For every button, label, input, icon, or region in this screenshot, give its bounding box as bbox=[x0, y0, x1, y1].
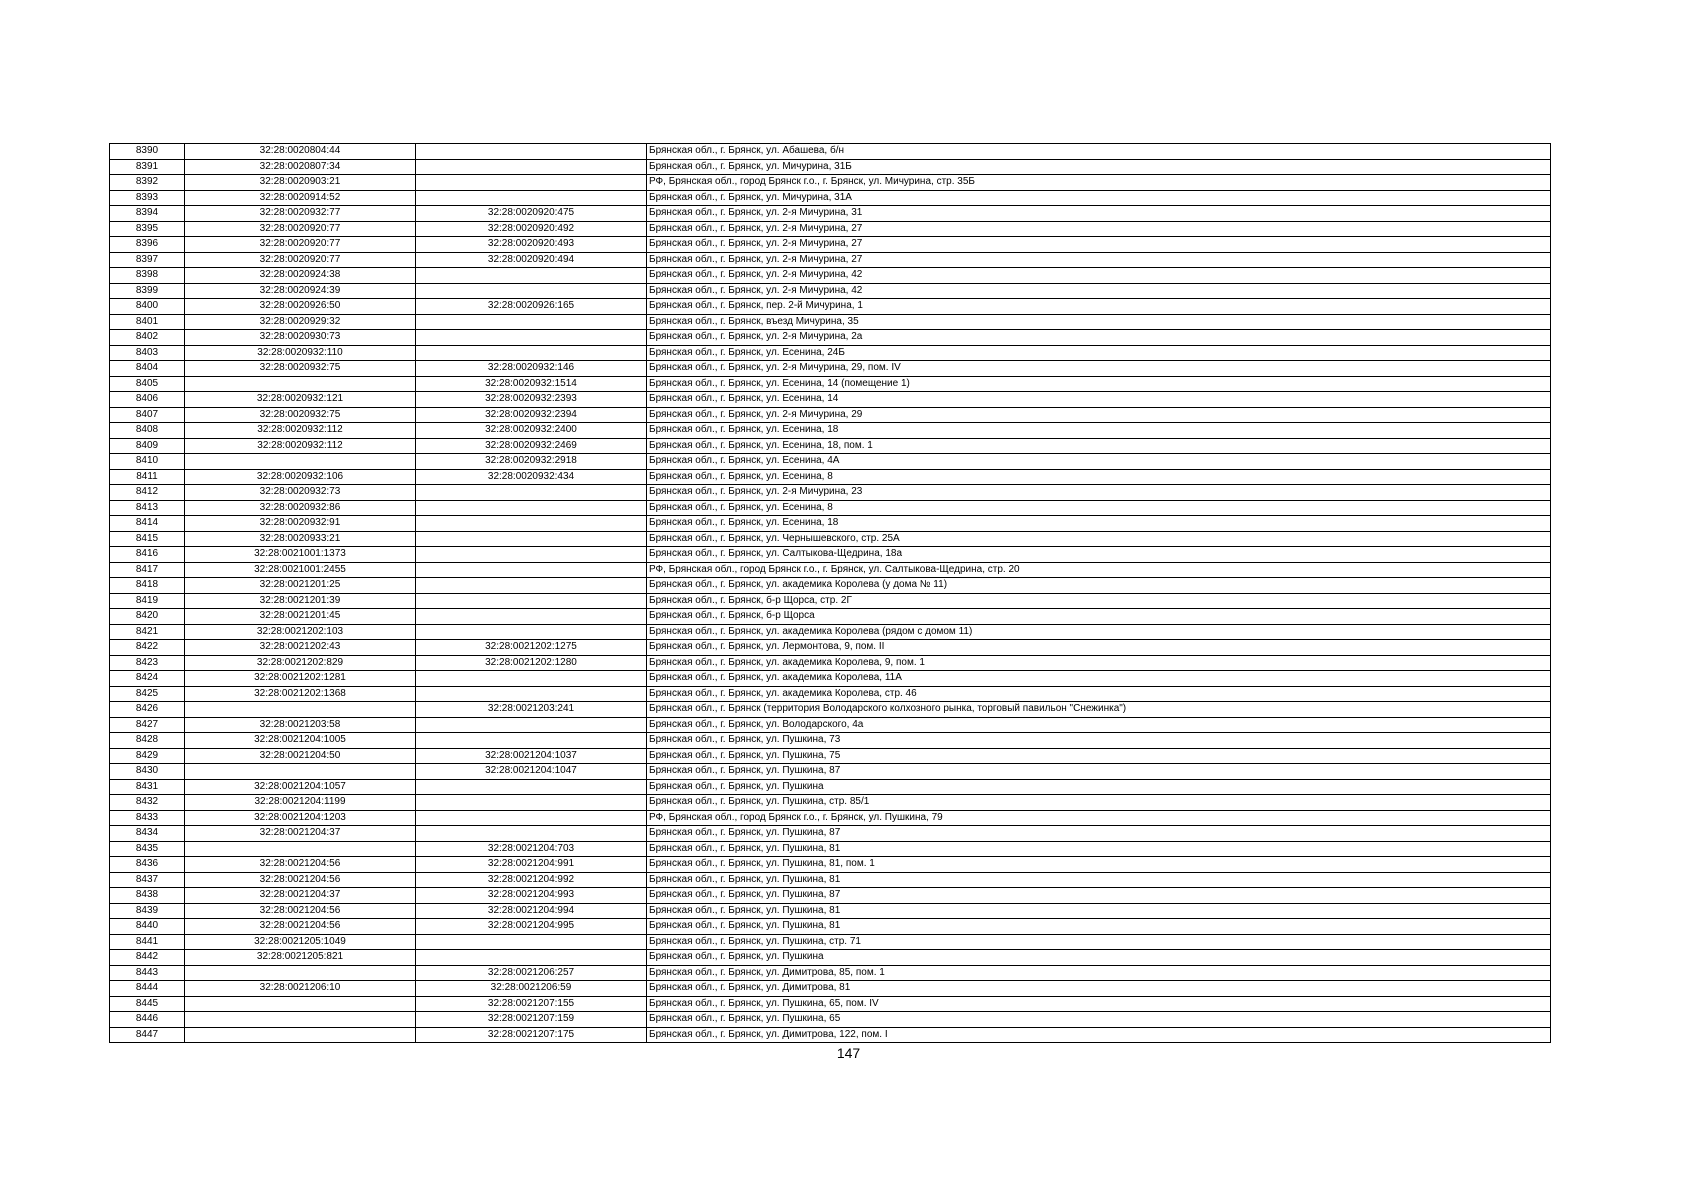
object-cadastral-cell: 32:28:0021207:159 bbox=[416, 1012, 647, 1028]
parcel-cadastral-cell bbox=[185, 1027, 416, 1043]
table-row bbox=[110, 516, 1551, 532]
object-cadastral-cell bbox=[416, 159, 647, 175]
row-number-cell: 8397 bbox=[110, 252, 185, 268]
row-number-cell: 8391 bbox=[110, 159, 185, 175]
address-cell: Брянская обл., г. Брянск, ул. Володарского, 4а bbox=[647, 717, 1551, 733]
parcel-cadastral-cell: 32:28:0020924:39 bbox=[185, 283, 416, 299]
address-cell: Брянская обл., г. Брянск, ул. Пушкина bbox=[647, 950, 1551, 966]
parcel-cadastral-cell bbox=[185, 454, 416, 470]
row-number-cell: 8406 bbox=[110, 392, 185, 408]
address-cell: Брянская обл., г. Брянск, ул. Пушкина, стр. 85/1 bbox=[647, 795, 1551, 811]
table-row bbox=[110, 376, 1551, 392]
table-row bbox=[110, 717, 1551, 733]
object-cadastral-cell bbox=[416, 733, 647, 749]
row-number-cell: 8416 bbox=[110, 547, 185, 563]
row-number-cell: 8446 bbox=[110, 1012, 185, 1028]
registry-body bbox=[110, 144, 1551, 1043]
table-row bbox=[110, 547, 1551, 563]
parcel-cadastral-cell: 32:28:0021204:37 bbox=[185, 826, 416, 842]
object-cadastral-cell: 32:28:0020932:2400 bbox=[416, 423, 647, 439]
object-cadastral-cell bbox=[416, 686, 647, 702]
parcel-cadastral-cell: 32:28:0020932:86 bbox=[185, 500, 416, 516]
row-number-cell: 8420 bbox=[110, 609, 185, 625]
address-cell: Брянская обл., г. Брянск, ул. 2-я Мичурина, 42 bbox=[647, 283, 1551, 299]
table-row bbox=[110, 779, 1551, 795]
parcel-cadastral-cell bbox=[185, 965, 416, 981]
object-cadastral-cell: 32:28:0021204:1037 bbox=[416, 748, 647, 764]
address-cell: РФ, Брянская обл., город Брянск г.о., г. Брянск, ул. Мичурина, стр. 35Б bbox=[647, 175, 1551, 191]
table-row bbox=[110, 562, 1551, 578]
object-cadastral-cell: 32:28:0020932:146 bbox=[416, 361, 647, 377]
object-cadastral-cell bbox=[416, 578, 647, 594]
row-number-cell: 8441 bbox=[110, 934, 185, 950]
table-row bbox=[110, 841, 1551, 857]
row-number-cell: 8404 bbox=[110, 361, 185, 377]
parcel-cadastral-cell: 32:28:0021204:50 bbox=[185, 748, 416, 764]
address-cell: РФ, Брянская обл., город Брянск г.о., г. Брянск, ул. Салтыкова-Щедрина, стр. 20 bbox=[647, 562, 1551, 578]
address-cell: Брянская обл., г. Брянск, ул. Салтыкова-Щедрина, 18а bbox=[647, 547, 1551, 563]
table-row bbox=[110, 702, 1551, 718]
address-cell: Брянская обл., г. Брянск, ул. Есенина, 18 bbox=[647, 423, 1551, 439]
row-number-cell: 8432 bbox=[110, 795, 185, 811]
object-cadastral-cell: 32:28:0020932:2393 bbox=[416, 392, 647, 408]
table-row bbox=[110, 485, 1551, 501]
row-number-cell: 8412 bbox=[110, 485, 185, 501]
row-number-cell: 8395 bbox=[110, 221, 185, 237]
table-row bbox=[110, 981, 1551, 997]
parcel-cadastral-cell: 32:28:0020920:77 bbox=[185, 252, 416, 268]
address-cell: Брянская обл., г. Брянск, ул. 2-я Мичурина, 2а bbox=[647, 330, 1551, 346]
parcel-cadastral-cell: 32:28:0020926:50 bbox=[185, 299, 416, 315]
table-row bbox=[110, 1012, 1551, 1028]
object-cadastral-cell bbox=[416, 314, 647, 330]
object-cadastral-cell: 32:28:0021202:1275 bbox=[416, 640, 647, 656]
row-number-cell: 8405 bbox=[110, 376, 185, 392]
row-number-cell: 8390 bbox=[110, 144, 185, 160]
address-cell: Брянская обл., г. Брянск, ул. академика Королева, стр. 46 bbox=[647, 686, 1551, 702]
row-number-cell: 8430 bbox=[110, 764, 185, 780]
address-cell: Брянская обл., г. Брянск, ул. Димитрова, 122, пом. I bbox=[647, 1027, 1551, 1043]
address-cell: Брянская обл., г. Брянск, б-р Щорса bbox=[647, 609, 1551, 625]
table-row bbox=[110, 795, 1551, 811]
object-cadastral-cell bbox=[416, 516, 647, 532]
table-row bbox=[110, 640, 1551, 656]
row-number-cell: 8433 bbox=[110, 810, 185, 826]
address-cell: Брянская обл., г. Брянск, ул. Есенина, 14 (помещение 1) bbox=[647, 376, 1551, 392]
table-row bbox=[110, 283, 1551, 299]
row-number-cell: 8444 bbox=[110, 981, 185, 997]
row-number-cell: 8413 bbox=[110, 500, 185, 516]
row-number-cell: 8394 bbox=[110, 206, 185, 222]
table-row bbox=[110, 252, 1551, 268]
address-cell: Брянская обл., г. Брянск, ул. Пушкина, 87 bbox=[647, 888, 1551, 904]
object-cadastral-cell bbox=[416, 671, 647, 687]
table-row bbox=[110, 686, 1551, 702]
address-cell: Брянская обл., г. Брянск, ул. Есенина, 24Б bbox=[647, 345, 1551, 361]
table-row bbox=[110, 810, 1551, 826]
row-number-cell: 8428 bbox=[110, 733, 185, 749]
row-number-cell: 8438 bbox=[110, 888, 185, 904]
row-number-cell: 8421 bbox=[110, 624, 185, 640]
parcel-cadastral-cell bbox=[185, 376, 416, 392]
table-row bbox=[110, 531, 1551, 547]
address-cell: Брянская обл., г. Брянск, ул. Чернышевского, стр. 25А bbox=[647, 531, 1551, 547]
address-cell: Брянская обл., г. Брянск, ул. 2-я Мичурина, 27 bbox=[647, 221, 1551, 237]
object-cadastral-cell: 32:28:0020920:493 bbox=[416, 237, 647, 253]
table-row bbox=[110, 903, 1551, 919]
address-cell: Брянская обл., г. Брянск, ул. 2-я Мичурина, 23 bbox=[647, 485, 1551, 501]
address-cell: Брянская обл., г. Брянск, ул. Пушкина, 81, пом. 1 bbox=[647, 857, 1551, 873]
object-cadastral-cell bbox=[416, 345, 647, 361]
address-cell: Брянская обл., г. Брянск, ул. Есенина, 14 bbox=[647, 392, 1551, 408]
object-cadastral-cell: 32:28:0021204:994 bbox=[416, 903, 647, 919]
parcel-cadastral-cell: 32:28:0020930:73 bbox=[185, 330, 416, 346]
object-cadastral-cell bbox=[416, 283, 647, 299]
parcel-cadastral-cell: 32:28:0021202:1368 bbox=[185, 686, 416, 702]
table-row bbox=[110, 1027, 1551, 1043]
address-cell: Брянская обл., г. Брянск, ул. академика Королева (рядом с домом 11) bbox=[647, 624, 1551, 640]
parcel-cadastral-cell: 32:28:0021204:1057 bbox=[185, 779, 416, 795]
parcel-cadastral-cell: 32:28:0020903:21 bbox=[185, 175, 416, 191]
object-cadastral-cell: 32:28:0020932:434 bbox=[416, 469, 647, 485]
parcel-cadastral-cell: 32:28:0021204:1199 bbox=[185, 795, 416, 811]
object-cadastral-cell bbox=[416, 779, 647, 795]
address-cell: Брянская обл., г. Брянск, ул. академика Королева, 9, пом. 1 bbox=[647, 655, 1551, 671]
table-row bbox=[110, 578, 1551, 594]
address-cell: Брянская обл., г. Брянск, пер. 2-й Мичурина, 1 bbox=[647, 299, 1551, 315]
table-row bbox=[110, 671, 1551, 687]
parcel-cadastral-cell: 32:28:0020929:32 bbox=[185, 314, 416, 330]
parcel-cadastral-cell: 32:28:0021202:43 bbox=[185, 640, 416, 656]
address-cell: Брянская обл., г. Брянск, ул. 2-я Мичурина, 29, пом. IV bbox=[647, 361, 1551, 377]
address-cell: Брянская обл., г. Брянск, ул. Есенина, 8 bbox=[647, 469, 1551, 485]
object-cadastral-cell bbox=[416, 562, 647, 578]
row-number-cell: 8402 bbox=[110, 330, 185, 346]
parcel-cadastral-cell: 32:28:0021201:39 bbox=[185, 593, 416, 609]
object-cadastral-cell: 32:28:0020920:494 bbox=[416, 252, 647, 268]
row-number-cell: 8442 bbox=[110, 950, 185, 966]
parcel-cadastral-cell bbox=[185, 841, 416, 857]
table-row bbox=[110, 237, 1551, 253]
table-row bbox=[110, 950, 1551, 966]
address-cell: Брянская обл., г. Брянск, ул. Пушкина, 81 bbox=[647, 919, 1551, 935]
object-cadastral-cell: 32:28:0021203:241 bbox=[416, 702, 647, 718]
table-row bbox=[110, 299, 1551, 315]
table-row bbox=[110, 655, 1551, 671]
row-number-cell: 8418 bbox=[110, 578, 185, 594]
object-cadastral-cell: 32:28:0020932:2394 bbox=[416, 407, 647, 423]
address-cell: Брянская обл., г. Брянск, ул. Мичурина, 31А bbox=[647, 190, 1551, 206]
table-row bbox=[110, 872, 1551, 888]
row-number-cell: 8443 bbox=[110, 965, 185, 981]
parcel-cadastral-cell: 32:28:0021205:821 bbox=[185, 950, 416, 966]
table-row bbox=[110, 593, 1551, 609]
row-number-cell: 8437 bbox=[110, 872, 185, 888]
row-number-cell: 8399 bbox=[110, 283, 185, 299]
object-cadastral-cell: 32:28:0021202:1280 bbox=[416, 655, 647, 671]
parcel-cadastral-cell: 32:28:0021204:56 bbox=[185, 919, 416, 935]
address-cell: Брянская обл., г. Брянск, ул. 2-я Мичурина, 42 bbox=[647, 268, 1551, 284]
object-cadastral-cell bbox=[416, 609, 647, 625]
object-cadastral-cell bbox=[416, 190, 647, 206]
row-number-cell: 8414 bbox=[110, 516, 185, 532]
table-row bbox=[110, 500, 1551, 516]
object-cadastral-cell bbox=[416, 624, 647, 640]
address-cell: Брянская обл., г. Брянск, ул. академика Королева (у дома № 11) bbox=[647, 578, 1551, 594]
object-cadastral-cell bbox=[416, 268, 647, 284]
table-row bbox=[110, 888, 1551, 904]
table-row bbox=[110, 175, 1551, 191]
table-row bbox=[110, 826, 1551, 842]
object-cadastral-cell: 32:28:0020920:492 bbox=[416, 221, 647, 237]
parcel-cadastral-cell: 32:28:0021201:25 bbox=[185, 578, 416, 594]
object-cadastral-cell bbox=[416, 547, 647, 563]
address-cell: Брянская обл., г. Брянск, ул. Лермонтова, 9, пом. II bbox=[647, 640, 1551, 656]
parcel-cadastral-cell: 32:28:0020932:77 bbox=[185, 206, 416, 222]
row-number-cell: 8422 bbox=[110, 640, 185, 656]
parcel-cadastral-cell: 32:28:0021206:10 bbox=[185, 981, 416, 997]
object-cadastral-cell bbox=[416, 826, 647, 842]
object-cadastral-cell: 32:28:0021204:991 bbox=[416, 857, 647, 873]
row-number-cell: 8393 bbox=[110, 190, 185, 206]
address-cell: РФ, Брянская обл., город Брянск г.о., г. Брянск, ул. Пушкина, 79 bbox=[647, 810, 1551, 826]
row-number-cell: 8410 bbox=[110, 454, 185, 470]
address-cell: Брянская обл., г. Брянск, въезд Мичурина, 35 bbox=[647, 314, 1551, 330]
table-row bbox=[110, 268, 1551, 284]
row-number-cell: 8415 bbox=[110, 531, 185, 547]
table-row bbox=[110, 423, 1551, 439]
object-cadastral-cell: 32:28:0021204:992 bbox=[416, 872, 647, 888]
address-cell: Брянская обл., г. Брянск, ул. Мичурина, 31Б bbox=[647, 159, 1551, 175]
table-row bbox=[110, 314, 1551, 330]
parcel-cadastral-cell: 32:28:0020932:75 bbox=[185, 361, 416, 377]
parcel-cadastral-cell: 32:28:0021204:1203 bbox=[185, 810, 416, 826]
table-row bbox=[110, 392, 1551, 408]
address-cell: Брянская обл., г. Брянск, ул. 2-я Мичурина, 27 bbox=[647, 237, 1551, 253]
object-cadastral-cell: 32:28:0021206:59 bbox=[416, 981, 647, 997]
table-row bbox=[110, 857, 1551, 873]
address-cell: Брянская обл., г. Брянск, ул. Пушкина, 75 bbox=[647, 748, 1551, 764]
table-row bbox=[110, 624, 1551, 640]
row-number-cell: 8403 bbox=[110, 345, 185, 361]
address-cell: Брянская обл., г. Брянск, ул. Есенина, 18, пом. 1 bbox=[647, 438, 1551, 454]
address-cell: Брянская обл., г. Брянск (территория Володарского колхозного рынка, торговый павильон "Снежинка") bbox=[647, 702, 1551, 718]
address-cell: Брянская обл., г. Брянск, б-р Щорса, стр. 2Г bbox=[647, 593, 1551, 609]
table-row bbox=[110, 764, 1551, 780]
parcel-cadastral-cell: 32:28:0020933:21 bbox=[185, 531, 416, 547]
address-cell: Брянская обл., г. Брянск, ул. Пушкина, 81 bbox=[647, 872, 1551, 888]
parcel-cadastral-cell: 32:28:0021204:56 bbox=[185, 857, 416, 873]
table-row bbox=[110, 407, 1551, 423]
parcel-cadastral-cell: 32:28:0020932:121 bbox=[185, 392, 416, 408]
row-number-cell: 8408 bbox=[110, 423, 185, 439]
object-cadastral-cell: 32:28:0020932:2918 bbox=[416, 454, 647, 470]
row-number-cell: 8409 bbox=[110, 438, 185, 454]
row-number-cell: 8423 bbox=[110, 655, 185, 671]
object-cadastral-cell bbox=[416, 934, 647, 950]
parcel-cadastral-cell: 32:28:0020924:38 bbox=[185, 268, 416, 284]
parcel-cadastral-cell: 32:28:0021202:1281 bbox=[185, 671, 416, 687]
object-cadastral-cell: 32:28:0020932:1514 bbox=[416, 376, 647, 392]
table-row bbox=[110, 159, 1551, 175]
registry-table bbox=[109, 143, 1551, 1043]
object-cadastral-cell bbox=[416, 175, 647, 191]
table-row bbox=[110, 361, 1551, 377]
address-cell: Брянская обл., г. Брянск, ул. Пушкина, 81 bbox=[647, 903, 1551, 919]
table-row bbox=[110, 934, 1551, 950]
row-number-cell: 8434 bbox=[110, 826, 185, 842]
address-cell: Брянская обл., г. Брянск, ул. Пушкина, стр. 71 bbox=[647, 934, 1551, 950]
table-row bbox=[110, 469, 1551, 485]
address-cell: Брянская обл., г. Брянск, ул. Пушкина, 81 bbox=[647, 841, 1551, 857]
row-number-cell: 8431 bbox=[110, 779, 185, 795]
parcel-cadastral-cell: 32:28:0021001:1373 bbox=[185, 547, 416, 563]
object-cadastral-cell: 32:28:0021206:257 bbox=[416, 965, 647, 981]
object-cadastral-cell: 32:28:0021207:175 bbox=[416, 1027, 647, 1043]
parcel-cadastral-cell: 32:28:0021203:58 bbox=[185, 717, 416, 733]
parcel-cadastral-cell: 32:28:0020932:112 bbox=[185, 438, 416, 454]
row-number-cell: 8426 bbox=[110, 702, 185, 718]
object-cadastral-cell bbox=[416, 717, 647, 733]
table-row bbox=[110, 748, 1551, 764]
object-cadastral-cell bbox=[416, 144, 647, 160]
parcel-cadastral-cell: 32:28:0020932:112 bbox=[185, 423, 416, 439]
parcel-cadastral-cell: 32:28:0021205:1049 bbox=[185, 934, 416, 950]
object-cadastral-cell: 32:28:0020920:475 bbox=[416, 206, 647, 222]
table-row bbox=[110, 330, 1551, 346]
address-cell: Брянская обл., г. Брянск, ул. 2-я Мичурина, 29 bbox=[647, 407, 1551, 423]
address-cell: Брянская обл., г. Брянск, ул. Пушкина, 87 bbox=[647, 826, 1551, 842]
object-cadastral-cell: 32:28:0020932:2469 bbox=[416, 438, 647, 454]
parcel-cadastral-cell: 32:28:0021001:2455 bbox=[185, 562, 416, 578]
object-cadastral-cell bbox=[416, 500, 647, 516]
address-cell: Брянская обл., г. Брянск, ул. Есенина, 8 bbox=[647, 500, 1551, 516]
row-number-cell: 8396 bbox=[110, 237, 185, 253]
row-number-cell: 8417 bbox=[110, 562, 185, 578]
address-cell: Брянская обл., г. Брянск, ул. Абашева, б/н bbox=[647, 144, 1551, 160]
address-cell: Брянская обл., г. Брянск, ул. Пушкина, 65 bbox=[647, 1012, 1551, 1028]
object-cadastral-cell: 32:28:0021204:993 bbox=[416, 888, 647, 904]
table-row bbox=[110, 345, 1551, 361]
row-number-cell: 8429 bbox=[110, 748, 185, 764]
parcel-cadastral-cell: 32:28:0020932:110 bbox=[185, 345, 416, 361]
object-cadastral-cell: 32:28:0021204:703 bbox=[416, 841, 647, 857]
table-row bbox=[110, 919, 1551, 935]
parcel-cadastral-cell bbox=[185, 1012, 416, 1028]
parcel-cadastral-cell bbox=[185, 996, 416, 1012]
table-row bbox=[110, 996, 1551, 1012]
address-cell: Брянская обл., г. Брянск, ул. Есенина, 18 bbox=[647, 516, 1551, 532]
parcel-cadastral-cell: 32:28:0020804:44 bbox=[185, 144, 416, 160]
parcel-cadastral-cell bbox=[185, 702, 416, 718]
object-cadastral-cell bbox=[416, 795, 647, 811]
parcel-cadastral-cell: 32:28:0020932:106 bbox=[185, 469, 416, 485]
row-number-cell: 8392 bbox=[110, 175, 185, 191]
row-number-cell: 8419 bbox=[110, 593, 185, 609]
address-cell: Брянская обл., г. Брянск, ул. Пушкина bbox=[647, 779, 1551, 795]
row-number-cell: 8440 bbox=[110, 919, 185, 935]
row-number-cell: 8447 bbox=[110, 1027, 185, 1043]
parcel-cadastral-cell: 32:28:0021204:1005 bbox=[185, 733, 416, 749]
parcel-cadastral-cell: 32:28:0021201:45 bbox=[185, 609, 416, 625]
parcel-cadastral-cell: 32:28:0020932:91 bbox=[185, 516, 416, 532]
object-cadastral-cell bbox=[416, 810, 647, 826]
object-cadastral-cell: 32:28:0021207:155 bbox=[416, 996, 647, 1012]
table-row bbox=[110, 438, 1551, 454]
table-row bbox=[110, 454, 1551, 470]
parcel-cadastral-cell: 32:28:0020932:73 bbox=[185, 485, 416, 501]
table-row bbox=[110, 144, 1551, 160]
parcel-cadastral-cell: 32:28:0020914:52 bbox=[185, 190, 416, 206]
row-number-cell: 8427 bbox=[110, 717, 185, 733]
object-cadastral-cell: 32:28:0021204:1047 bbox=[416, 764, 647, 780]
address-cell: Брянская обл., г. Брянск, ул. академика Королева, 11А bbox=[647, 671, 1551, 687]
parcel-cadastral-cell bbox=[185, 764, 416, 780]
row-number-cell: 8401 bbox=[110, 314, 185, 330]
address-cell: Брянская обл., г. Брянск, ул. Пушкина, 65, пом. IV bbox=[647, 996, 1551, 1012]
parcel-cadastral-cell: 32:28:0021204:37 bbox=[185, 888, 416, 904]
table-row bbox=[110, 609, 1551, 625]
parcel-cadastral-cell: 32:28:0020920:77 bbox=[185, 221, 416, 237]
table-row bbox=[110, 206, 1551, 222]
row-number-cell: 8400 bbox=[110, 299, 185, 315]
table-row bbox=[110, 733, 1551, 749]
address-cell: Брянская обл., г. Брянск, ул. 2-я Мичурина, 31 bbox=[647, 206, 1551, 222]
row-number-cell: 8425 bbox=[110, 686, 185, 702]
address-cell: Брянская обл., г. Брянск, ул. Пушкина, 73 bbox=[647, 733, 1551, 749]
object-cadastral-cell bbox=[416, 593, 647, 609]
row-number-cell: 8424 bbox=[110, 671, 185, 687]
address-cell: Брянская обл., г. Брянск, ул. Димитрова, 85, пом. 1 bbox=[647, 965, 1551, 981]
row-number-cell: 8411 bbox=[110, 469, 185, 485]
address-cell: Брянская обл., г. Брянск, ул. 2-я Мичурина, 27 bbox=[647, 252, 1551, 268]
row-number-cell: 8407 bbox=[110, 407, 185, 423]
object-cadastral-cell bbox=[416, 950, 647, 966]
row-number-cell: 8436 bbox=[110, 857, 185, 873]
parcel-cadastral-cell: 32:28:0021202:829 bbox=[185, 655, 416, 671]
parcel-cadastral-cell: 32:28:0020932:75 bbox=[185, 407, 416, 423]
address-cell: Брянская обл., г. Брянск, ул. Пушкина, 87 bbox=[647, 764, 1551, 780]
object-cadastral-cell: 32:28:0020926:165 bbox=[416, 299, 647, 315]
table-row bbox=[110, 965, 1551, 981]
parcel-cadastral-cell: 32:28:0021204:56 bbox=[185, 903, 416, 919]
address-cell: Брянская обл., г. Брянск, ул. Димитрова, 81 bbox=[647, 981, 1551, 997]
parcel-cadastral-cell: 32:28:0021202:103 bbox=[185, 624, 416, 640]
row-number-cell: 8398 bbox=[110, 268, 185, 284]
table-row bbox=[110, 190, 1551, 206]
object-cadastral-cell bbox=[416, 485, 647, 501]
page-number: 147 bbox=[836, 1045, 861, 1061]
row-number-cell: 8445 bbox=[110, 996, 185, 1012]
row-number-cell: 8439 bbox=[110, 903, 185, 919]
address-cell: Брянская обл., г. Брянск, ул. Есенина, 4А bbox=[647, 454, 1551, 470]
parcel-cadastral-cell: 32:28:0020807:34 bbox=[185, 159, 416, 175]
parcel-cadastral-cell: 32:28:0020920:77 bbox=[185, 237, 416, 253]
object-cadastral-cell: 32:28:0021204:995 bbox=[416, 919, 647, 935]
table-row bbox=[110, 221, 1551, 237]
object-cadastral-cell bbox=[416, 330, 647, 346]
object-cadastral-cell bbox=[416, 531, 647, 547]
parcel-cadastral-cell: 32:28:0021204:56 bbox=[185, 872, 416, 888]
row-number-cell: 8435 bbox=[110, 841, 185, 857]
